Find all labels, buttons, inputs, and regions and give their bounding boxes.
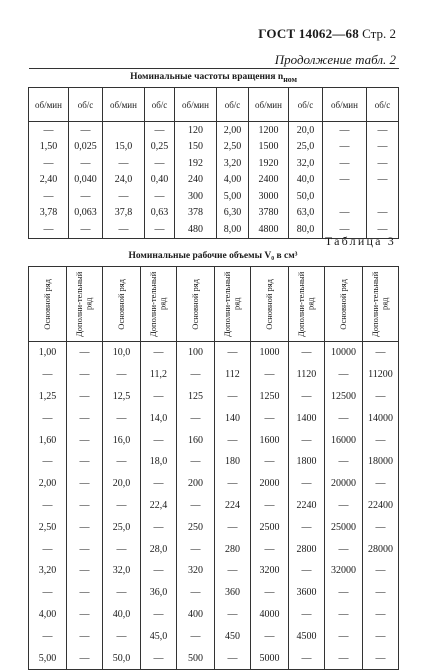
table-cell: — [323,205,367,222]
table-cell: — [363,386,399,408]
table-cell: 4500 [289,625,325,647]
table-cell: — [103,188,145,205]
table-cell: — [215,647,251,669]
table-cell: 2800 [289,538,325,560]
table-cell: — [251,538,289,560]
table-cell: 320 [177,560,215,582]
table-row [29,342,399,364]
table-cell: 18,0 [141,451,177,473]
table-cell: — [251,364,289,386]
table-cell: 20,0 [103,473,141,495]
table-cell: — [177,625,215,647]
table-cell: — [289,386,325,408]
table-cell: — [323,122,367,139]
table-cell: — [363,516,399,538]
table-row [29,451,399,473]
table-row [29,516,399,538]
table-cell: — [215,429,251,451]
table-cell: — [103,538,141,560]
table-row [29,205,399,222]
table-cell: — [67,386,103,408]
table-cell: 50,0 [289,188,323,205]
table-cell: — [67,429,103,451]
table-cell: — [69,155,103,172]
table-cell: — [103,451,141,473]
table-cell: 180 [215,451,251,473]
table-cell: 1250 [251,386,289,408]
table-cell: — [325,364,363,386]
table-cell: 12,5 [103,386,141,408]
table-cell: — [29,221,69,238]
table-cell: 0,025 [69,139,103,156]
table-rotation-frequencies [28,68,399,239]
table-cell: 3,20 [29,560,67,582]
table-cell: 1000 [251,342,289,364]
table-cell: — [29,364,67,386]
table-cell: 0,25 [145,139,175,156]
table-row [29,560,399,582]
table-cell: 3,20 [217,155,249,172]
table-cell: 2000 [251,473,289,495]
table-cell: 36,0 [141,582,177,604]
column-header: Основной ряд [325,267,363,342]
table-cell: — [29,122,69,139]
table-cell: 0,040 [69,172,103,189]
table-cell: 1,60 [29,429,67,451]
table-cell: — [67,451,103,473]
table-cell: 50,0 [103,647,141,669]
table-cell: 250 [177,516,215,538]
column-header: Дополни-тельный ряд [141,267,177,342]
table-working-volumes [28,266,399,670]
table-row [29,386,399,408]
table-cell: — [363,604,399,626]
table-cell: — [367,155,399,172]
table-cell: — [251,407,289,429]
table-cell: 480 [175,221,217,238]
table-cell: — [67,560,103,582]
table-cell: 45,0 [141,625,177,647]
table-cell: 2,50 [217,139,249,156]
table-cell: — [325,647,363,669]
table-cell: — [367,205,399,222]
table-cell: 1400 [289,407,325,429]
table-cell: 500 [177,647,215,669]
table-cell: 400 [177,604,215,626]
table-cell: — [367,139,399,156]
table-cell: — [29,155,69,172]
table-row [29,625,399,647]
table-cell: 1,00 [29,342,67,364]
table-cell: — [29,625,67,647]
table-cell: — [141,560,177,582]
table-cell: 1200 [249,122,289,139]
table-cell: 32000 [325,560,363,582]
table-cell: — [29,582,67,604]
table-cell: — [251,495,289,517]
table-cell: 280 [215,538,251,560]
table-cell: — [141,473,177,495]
table-cell: — [325,538,363,560]
table-cell: — [67,495,103,517]
table-cell: 11200 [363,364,399,386]
table-cell: 450 [215,625,251,647]
table-cell: 37,8 [103,205,145,222]
table-cell: 14,0 [141,407,177,429]
table-cell: 16,0 [103,429,141,451]
table-cell: — [103,625,141,647]
column-header: об/мин [323,88,367,122]
table-cell: — [103,495,141,517]
table-cell: — [325,407,363,429]
table-cell: 0,63 [145,205,175,222]
table-cell: — [141,429,177,451]
table-cell: — [103,407,141,429]
table-cell: 0,40 [145,172,175,189]
column-header: Основной ряд [177,267,215,342]
table-cell: — [363,647,399,669]
column-header: Основной ряд [29,267,67,342]
table-cell: — [103,364,141,386]
table-cell: — [323,155,367,172]
table-cell: — [289,516,325,538]
table-cell: 4000 [251,604,289,626]
table-cell: 63,0 [289,205,323,222]
table-cell: 40,0 [289,172,323,189]
table-cell: — [289,342,325,364]
table-cell: — [141,604,177,626]
table-cell: — [177,451,215,473]
table-cell: — [215,342,251,364]
table-cell: 1920 [249,155,289,172]
table-cell: — [363,625,399,647]
table-cell: — [289,473,325,495]
table-cell: 2,40 [29,172,69,189]
table-cell: — [215,516,251,538]
table-cell: 192 [175,155,217,172]
table-cell: — [69,221,103,238]
table-cell: 3780 [249,205,289,222]
table-cell: 224 [215,495,251,517]
table-cell: 0,063 [69,205,103,222]
table-cell: — [363,342,399,364]
table-cell: 25,0 [289,139,323,156]
table-cell: — [367,221,399,238]
table-cell: 160 [177,429,215,451]
table-cell: 360 [215,582,251,604]
column-header: Дополни-тельный ряд [215,267,251,342]
table-cell: — [323,221,367,238]
table-cell: 378 [175,205,217,222]
table-cell: 1,25 [29,386,67,408]
table-cell: — [29,451,67,473]
table-cell: 18000 [363,451,399,473]
table-cell: — [363,560,399,582]
table-cell: — [215,560,251,582]
table-cell: 1120 [289,364,325,386]
table-continuation-label: Продолжение табл. 2 [274,52,396,67]
table-cell: 11,2 [141,364,177,386]
table-cell: 2400 [249,172,289,189]
table-cell: — [177,364,215,386]
table-cell: — [141,386,177,408]
column-header: Дополни-тельный ряд [289,267,325,342]
table-row [29,429,399,451]
table-cell: — [67,407,103,429]
table-cell: 2,00 [29,473,67,495]
table-cell: 3000 [249,188,289,205]
table-cell: 4,00 [29,604,67,626]
table-cell: 20000 [325,473,363,495]
table-cell: 125 [177,386,215,408]
table-cell: — [289,560,325,582]
table-cell: — [145,155,175,172]
table-cell: — [69,188,103,205]
table-cell: 150 [175,139,217,156]
table-cell: — [67,538,103,560]
column-header: об/мин [29,88,69,122]
table-cell: — [141,342,177,364]
table-cell: — [363,429,399,451]
table-cell: — [367,172,399,189]
column-header: об/с [217,88,249,122]
table-cell: 4800 [249,221,289,238]
table-cell: — [325,604,363,626]
table-cell [367,188,399,205]
table-cell: — [29,188,69,205]
table-cell: — [29,495,67,517]
table3-header-row [29,267,399,342]
table-cell: 24,0 [103,172,145,189]
table-cell: 1,50 [29,139,69,156]
table-cell: — [29,538,67,560]
table-cell: 3200 [251,560,289,582]
table-cell: — [145,122,175,139]
table-cell: — [251,582,289,604]
table-cell: — [325,582,363,604]
table-cell: 20,0 [289,122,323,139]
table-cell: 1600 [251,429,289,451]
table-row [29,495,399,517]
column-header: об/с [69,88,103,122]
table-cell: — [177,538,215,560]
table-row [29,647,399,669]
table-cell: 6,30 [217,205,249,222]
table-cell: — [177,495,215,517]
table-row [29,139,399,156]
table-cell: — [67,582,103,604]
table-cell: — [67,473,103,495]
table-cell: 14000 [363,407,399,429]
column-header: об/мин [175,88,217,122]
table-cell: 8,00 [217,221,249,238]
table-cell: — [29,407,67,429]
table-cell: 32,0 [289,155,323,172]
table-cell: — [323,172,367,189]
table-row [29,407,399,429]
table-row [29,473,399,495]
table-cell: 16000 [325,429,363,451]
table-cell: 240 [175,172,217,189]
table-row [29,538,399,560]
table-cell: 4,00 [217,172,249,189]
table-cell: — [177,582,215,604]
table-cell: 25,0 [103,516,141,538]
table-row [29,155,399,172]
table-cell: — [325,625,363,647]
column-header: Дополни-тельный ряд [67,267,103,342]
table3-caption: Номинальные рабочие объемы V₀ в см³ [128,251,298,261]
table-cell: 22400 [363,495,399,517]
table2-caption: Номинальные частоты вращения $n_{ном}$ [29,69,399,88]
table-cell: — [289,429,325,451]
table-cell: — [103,155,145,172]
table-row [29,604,399,626]
table-cell: 28,0 [141,538,177,560]
table-cell: — [67,625,103,647]
table-cell: — [67,342,103,364]
table-cell: — [363,473,399,495]
table-cell: 5000 [251,647,289,669]
column-header: об/с [289,88,323,122]
column-header: об/с [367,88,399,122]
column-header: об/с [145,88,175,122]
table-cell: 40,0 [103,604,141,626]
table-cell: 140 [215,407,251,429]
table-row [29,364,399,386]
table-row [29,172,399,189]
table-cell: — [67,604,103,626]
table-cell: — [215,386,251,408]
table-cell: — [67,364,103,386]
table-cell: — [323,139,367,156]
table-cell: — [177,407,215,429]
table-cell: 112 [215,364,251,386]
page-number: Стр. 2 [362,26,396,41]
table-row [29,582,399,604]
table-cell: — [251,451,289,473]
table-cell: — [103,582,141,604]
column-header: Основной ряд [103,267,141,342]
table-cell: 10,0 [103,342,141,364]
table-cell: — [103,221,145,238]
table-cell: — [69,122,103,139]
table-cell: — [141,647,177,669]
table-cell: 3,78 [29,205,69,222]
table-cell: — [325,451,363,473]
table-cell: 22,4 [141,495,177,517]
column-header: Дополни-тельный ряд [363,267,399,342]
table3-label: Таблица 3 [324,234,396,248]
table-cell: 15,0 [103,139,145,156]
table-cell: 1500 [249,139,289,156]
table-cell: 120 [175,122,217,139]
table-cell: — [145,188,175,205]
table-cell: — [289,604,325,626]
table2-header-row [29,88,399,122]
table-cell: 100 [177,342,215,364]
table-cell: — [215,473,251,495]
table-row [29,122,399,139]
document-code: ГОСТ 14062—68 [258,26,359,41]
table-cell: — [215,604,251,626]
column-header: Основной ряд [251,267,289,342]
table-cell: 3600 [289,582,325,604]
table-cell: 25000 [325,516,363,538]
column-header: об/мин [103,88,145,122]
table-cell: 5,00 [217,188,249,205]
table-cell: — [289,647,325,669]
table-cell: — [325,495,363,517]
table-cell: 10000 [325,342,363,364]
table-cell: 300 [175,188,217,205]
table-cell: 2,50 [29,516,67,538]
table-row [29,188,399,205]
table-cell: — [145,221,175,238]
table-cell [103,122,145,139]
table-cell: — [67,516,103,538]
table-cell: 5,00 [29,647,67,669]
table-cell: — [363,582,399,604]
table-cell: 2240 [289,495,325,517]
table-cell: 80,0 [289,221,323,238]
table-cell: 2,00 [217,122,249,139]
table-cell: — [367,122,399,139]
column-header: об/мин [249,88,289,122]
table-cell: 28000 [363,538,399,560]
table-cell: — [251,625,289,647]
table-cell: 200 [177,473,215,495]
table-cell: 2500 [251,516,289,538]
table-cell [323,188,367,205]
table-cell: 1800 [289,451,325,473]
page-header [258,26,396,42]
table-cell: — [141,516,177,538]
table-cell: 32,0 [103,560,141,582]
table-cell: — [67,647,103,669]
table-cell: 12500 [325,386,363,408]
